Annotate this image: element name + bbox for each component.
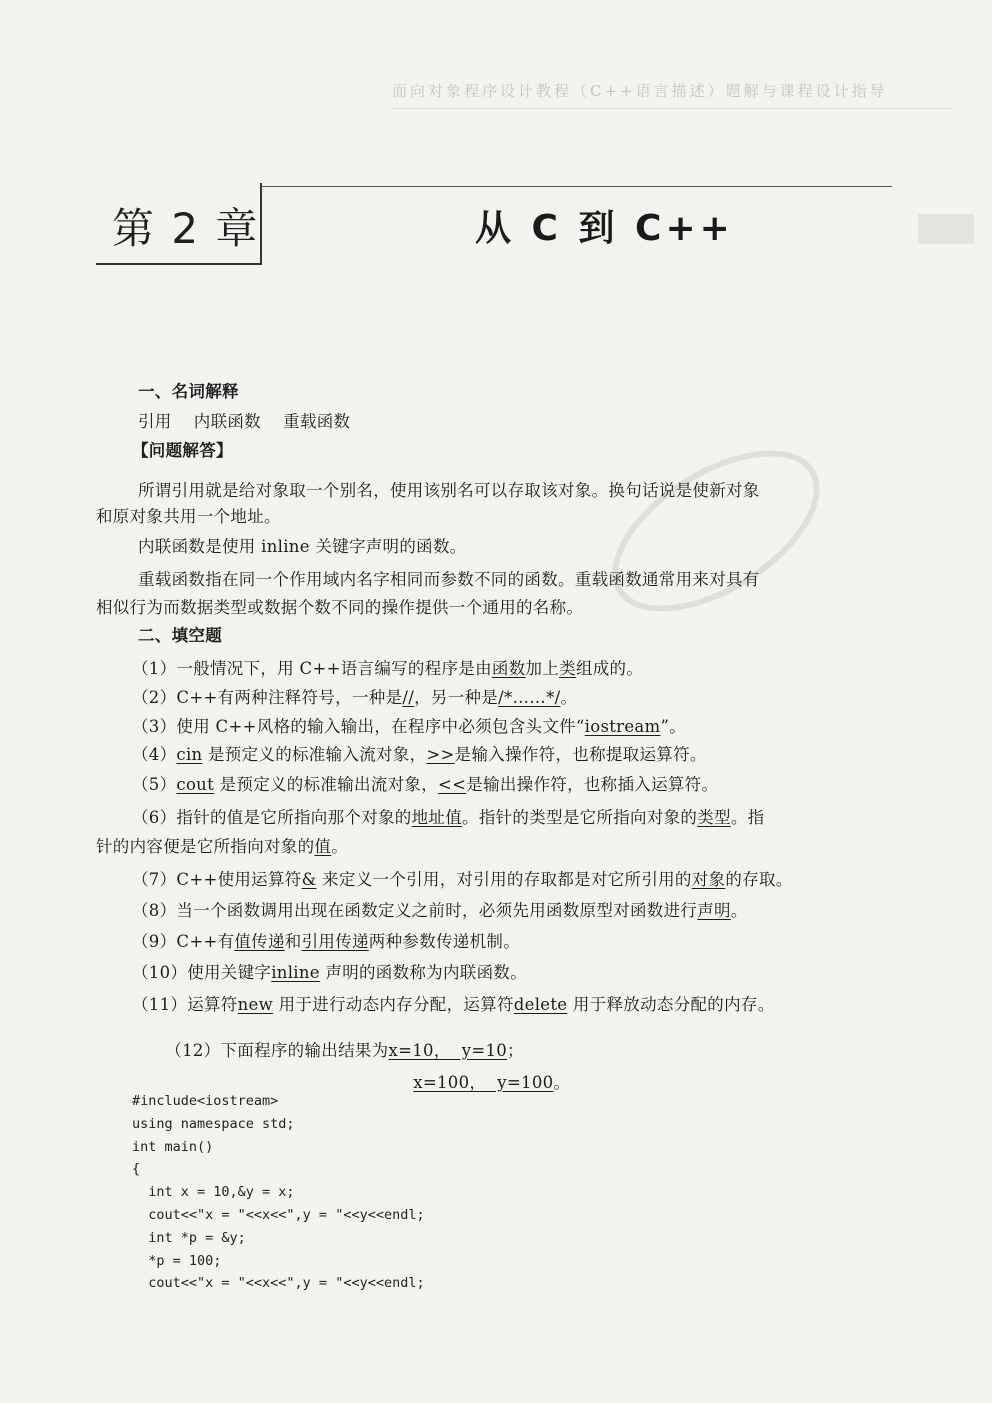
code-line: int main() — [132, 1138, 214, 1155]
paragraph-overload: 重载函数指在同一个作用域内名字相同而参数不同的函数。重载函数通常用来对具有 — [138, 570, 760, 589]
question-11: （11）运算符new 用于进行动态内存分配，运算符delete 用于释放动态分配的内存。 — [132, 995, 775, 1014]
code-line: #include<iostream> — [132, 1093, 279, 1109]
chapter-number: 第 2 章 — [112, 204, 260, 253]
code-line: cout<<"x = "<<x<<",y = "<<y<<endl; — [132, 1206, 425, 1223]
question-2: （2）C++有两种注释符号，一种是//，另一种是/*……*/。 — [132, 688, 578, 707]
page-edge-tab — [918, 214, 974, 244]
paragraph-reference: 所谓引用就是给对象取一个别名，使用该别名可以存取该对象。换句话说是使新对象 — [138, 481, 760, 500]
header-rule — [392, 108, 952, 109]
answer-heading: 【问题解答】 — [132, 441, 233, 460]
chapter-title-rule — [260, 186, 892, 187]
question-8: （8）当一个函数调用出现在函数定义之前时，必须先用函数原型对函数进行声明。 — [132, 901, 748, 920]
question-1: （1）一般情况下，用 C++语言编写的程序是由函数加上类组成的。 — [132, 659, 644, 678]
question-10: （10）使用关键字inline 声明的函数称为内联函数。 — [132, 963, 528, 982]
question-6-cont: 针的内容便是它所指向对象的值。 — [96, 837, 349, 856]
question-5: （5）cout 是预定义的标准输出流对象，<<是输出操作符，也称插入运算符。 — [132, 775, 719, 794]
paragraph-inline: 内联函数是使用 inline 关键字声明的函数。 — [138, 537, 467, 556]
section-heading-terms: 一、名词解释 — [138, 382, 239, 401]
paragraph-reference-cont: 和原对象共用一个地址。 — [96, 507, 281, 526]
terms-list: 引用 内联函数 重载函数 — [138, 412, 351, 431]
running-head-bleedthrough: 面向对象程序设计教程（C++语言描述）题解与课程设计指导 — [392, 82, 888, 100]
code-line: cout<<"x = "<<x<<",y = "<<y<<endl; — [132, 1275, 425, 1292]
section-heading-fill: 二、填空题 — [138, 626, 222, 645]
question-9: （9）C++有值传递和引用传递两种参数传递机制。 — [132, 932, 520, 951]
paragraph-overload-cont: 相似行为而数据类型或数据个数不同的操作提供一个通用的名称。 — [96, 598, 584, 617]
question-6: （6）指针的值是它所指向那个对象的地址值。指针的类型是它所指向对象的类型。指 — [132, 808, 765, 827]
question-12-cont: x=100， y=100。 — [413, 1072, 571, 1092]
code-listing — [132, 1090, 425, 1295]
code-line: { — [132, 1161, 141, 1178]
code-line: int *p = &y; — [132, 1229, 246, 1246]
chapter-title: 从 C 到 C++ — [475, 208, 734, 249]
question-12: （12）下面程序的输出结果为x=10， y=10； — [165, 1040, 524, 1060]
question-4: （4）cin 是预定义的标准输入流对象，>>是输入操作符，也称提取运算符。 — [132, 745, 707, 764]
watermark-seal — [585, 418, 846, 644]
question-7: （7）C++使用运算符& 来定义一个引用，对引用的存取都是对它所引用的对象的存取。 — [132, 870, 793, 889]
code-line: using namespace std; — [132, 1115, 295, 1132]
code-line: int x = 10,&y = x; — [132, 1184, 295, 1201]
question-3: （3）使用 C++风格的输入输出，在程序中必须包含头文件“iostream”。 — [132, 717, 687, 736]
code-line: *p = 100; — [132, 1252, 222, 1269]
